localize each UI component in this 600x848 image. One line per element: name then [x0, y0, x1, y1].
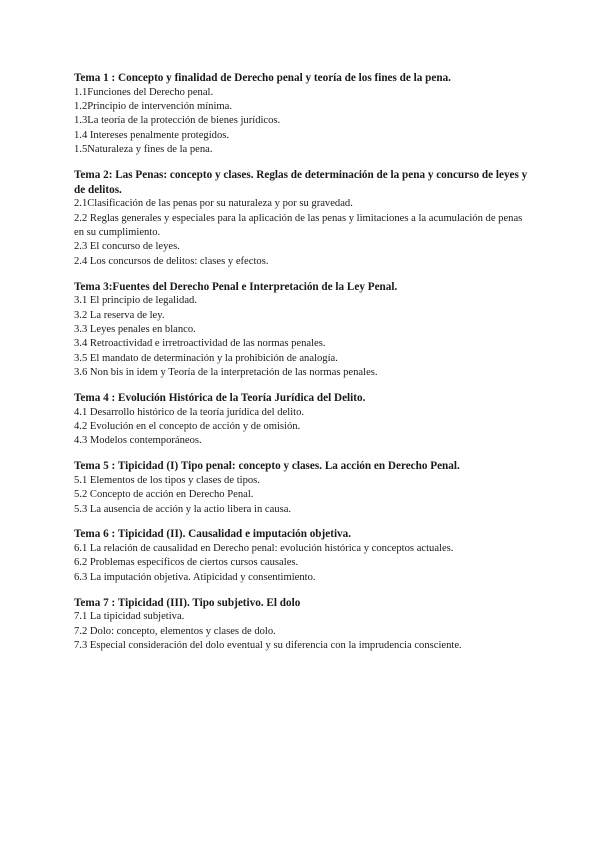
section-tema-1 [74, 71, 534, 158]
list-item: 6.3 La imputación objetiva. Atipicidad y consentimiento. [74, 571, 316, 583]
list-item: 6.2 Problemas específicos de ciertos cursos causales. [74, 557, 299, 569]
list-item: 7.1 La tipicidad subjetiva. [74, 611, 185, 623]
list-item: 3.3 Leyes penales en blanco. [74, 324, 196, 336]
list-item: 7.3 Especial consideración del dolo eventual y su diferencia con la imprudencia consciente. [74, 640, 462, 652]
list-item: 3.2 La reserva de ley. [74, 309, 165, 321]
section-heading: Tema 1 : Concepto y finalidad de Derecho penal y teoría de los fines de la pena. [74, 72, 451, 84]
list-item: 1.5Naturaleza y fines de la pena. [74, 144, 213, 156]
list-item: 4.2 Evolución en el concepto de acción y de omisión. [74, 421, 301, 433]
section-heading: Tema 3:Fuentes del Derecho Penal e Interpretación de la Ley Penal. [74, 280, 398, 293]
list-item: 2.1Clasificación de las penas por su naturaleza y por su gravedad. [74, 198, 353, 210]
list-item: 3.4 Retroactividad e irretroactividad de las normas penales. [74, 338, 326, 350]
list-item: 2.3 El concurso de leyes. [74, 241, 180, 253]
list-item: 2.4 Los concursos de delitos: clases y efectos. [74, 255, 269, 267]
section-tema-5 [74, 459, 534, 517]
list-item: 4.3 Modelos contemporáneos. [74, 435, 202, 447]
section-tema-2 [74, 168, 534, 269]
syllabus-content [74, 71, 534, 664]
list-item: 1.2Principio de intervención mínima. [74, 101, 232, 112]
list-item: 3.5 El mandato de determinación y la prohibición de analogía. [74, 352, 338, 364]
list-item: 1.4 Intereses penalmente protegidos. [74, 129, 230, 141]
section-tema-7 [74, 596, 534, 654]
list-item: 5.1 Elementos de los tipos y clases de tipos. [74, 474, 260, 486]
list-item: 6.1 La relación de causalidad en Derecho penal: evolución histórica y conceptos actuales. [74, 543, 454, 555]
section-heading: Tema 5 : Tipicidad (I) Tipo penal: concepto y clases. La acción en Derecho Penal. [74, 460, 460, 473]
list-item: 5.3 La ausencia de acción y la actio libera in causa. [74, 503, 292, 515]
list-item: 3.1 El principio de legalidad. [74, 295, 197, 307]
section-heading: Tema 4 : Evolución Histórica de la Teoría Jurídica del Delito. [74, 392, 366, 405]
list-item: 4.1 Desarrollo histórico de la teoría jurídica del delito. [74, 406, 305, 418]
list-item: 7.2 Dolo: concepto, elementos y clases de dolo. [74, 625, 276, 637]
section-heading: Tema 6 : Tipicidad (II). Causalidad e imputación objetiva. [74, 528, 352, 541]
section-tema-3 [74, 280, 534, 381]
list-item: 2.2 Reglas generales y especiales para la aplicación de las penas y limitaciones a la acumulación de penas en su cumplimiento. [74, 212, 523, 239]
list-item: 3.6 Non bis in idem y Teoría de la interpretación de las normas penales. [74, 367, 378, 379]
list-item: 1.1Funciones del Derecho penal. [74, 86, 214, 98]
list-item: 1.3La teoría de la protección de bienes jurídicos. [74, 115, 281, 127]
section-tema-4 [74, 391, 534, 449]
list-item: 5.2 Concepto de acción en Derecho Penal. [74, 489, 254, 501]
section-tema-6 [74, 527, 534, 585]
section-heading: Tema 7 : Tipicidad (III). Tipo subjetivo. El dolo [74, 596, 301, 609]
section-heading: Tema 2: Las Penas: concepto y clases. Reglas de determinación de la pena y concurso de leyes y de delitos. [74, 169, 528, 196]
